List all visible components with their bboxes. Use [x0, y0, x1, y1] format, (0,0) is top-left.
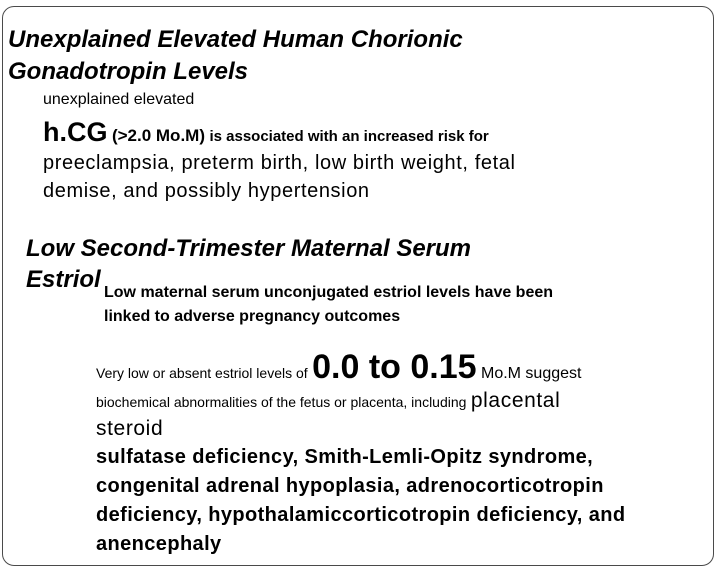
section1-body-line2: demise, and possibly hypertension [43, 180, 370, 202]
biochem-text: biochemical abnormalities of the fetus or placenta, including [96, 394, 467, 410]
section2-title-line2: Estriol [26, 266, 101, 293]
section2-title-line1: Low Second-Trimester Maternal Serum [26, 235, 472, 262]
hcg-assoc: is associated with an increased risk for [209, 128, 489, 145]
hcg-mom: (>2.0 Mo.M) [111, 126, 205, 145]
biochem-line [96, 386, 560, 418]
mom-suggest: Mo.M suggest [480, 365, 582, 382]
steroid-line: steroid [96, 417, 164, 440]
section2-low-line2: linked to adverse pregnancy outcomes [104, 308, 401, 325]
estriol-range: 0.0 to 0.15 [312, 348, 477, 386]
section1-title-line2: Gonadotropin Levels [8, 58, 249, 85]
section2-low-line1: Low maternal serum unconjugated estriol levels have been [104, 284, 554, 301]
deficiency-line: deficiency, hypothalamiccorticotropin deficiency, and [96, 504, 626, 526]
cah-line: congenital adrenal hypoplasia, adrenocorticotropin [96, 475, 604, 497]
section1-lead: unexplained elevated [43, 91, 195, 108]
placental-text: placental [470, 389, 561, 412]
section1-title-line1: Unexplained Elevated Human Chorionic [8, 26, 463, 53]
section1-body-line1: preeclampsia, preterm birth, low birth weight, fetal [43, 152, 516, 174]
hcg-text: h.CG [43, 117, 108, 147]
very-low-text: Very low or absent estriol levels of [96, 365, 308, 381]
anencephaly-line: anencephaly [96, 533, 222, 555]
sulfatase-line: sulfatase deficiency, Smith-Lemli-Opitz syndrome, [96, 446, 594, 468]
